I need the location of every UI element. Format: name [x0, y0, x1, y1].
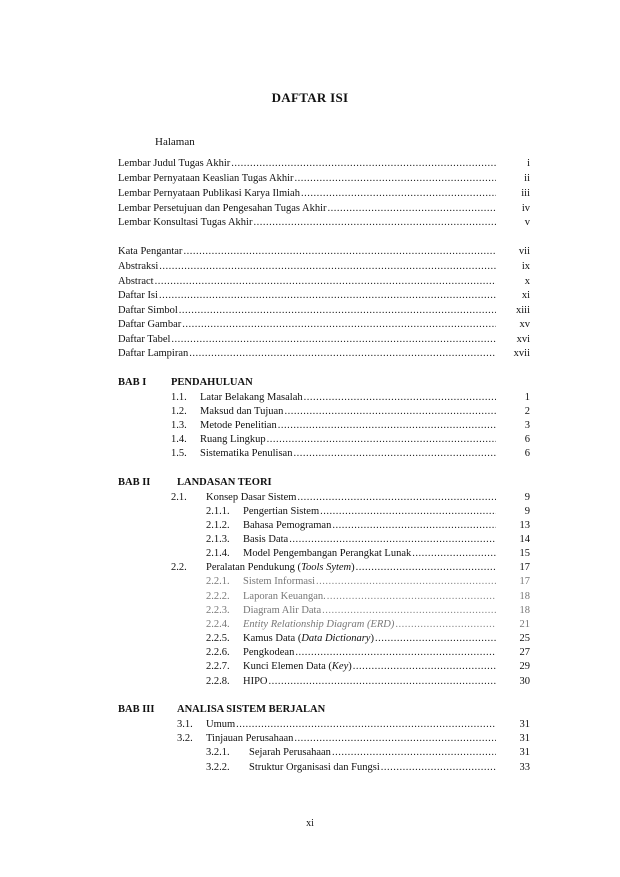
toc-entry[interactable]: Daftar Isi ..... xi: [118, 289, 530, 303]
toc-entry[interactable]: 2.2.5. Kamus Data (Data Dictionary) ..... 25: [206, 632, 530, 646]
toc-entry[interactable]: Lembar Judul Tugas Akhir ..... i: [118, 157, 530, 171]
toc-entry[interactable]: 2.1.1. Pengertian Sistem ..... 9: [206, 505, 530, 519]
toc-entry[interactable]: Lembar Persetujuan dan Pengesahan Tugas Akhir ..... iv: [118, 202, 530, 216]
halaman-label: Halaman: [155, 136, 195, 148]
page-title: DAFTAR ISI: [271, 90, 349, 105]
toc-entry[interactable]: Lembar Konsultasi Tugas Akhir ..... v: [118, 216, 530, 230]
toc-entry[interactable]: 2.1.4. Model Pengembangan Perangkat Lunak ..... 15: [206, 547, 530, 561]
toc-entry[interactable]: 1.5. Sistematika Penulisan ..... 6: [171, 447, 530, 461]
toc-entry[interactable]: 3.2. Tinjauan Perusahaan ..... 31: [177, 732, 530, 746]
toc-entry[interactable]: 2.2. Peralatan Pendukung (Tools Sytem) ..... 17: [171, 561, 530, 575]
chapter-title[interactable]: ANALISA SISTEM BERJALAN: [177, 704, 326, 715]
toc-entry[interactable]: Daftar Simbol ..... xiii: [118, 304, 530, 318]
toc-entry[interactable]: 2.1.2. Bahasa Pemograman ..... 13: [206, 519, 530, 533]
toc-entry[interactable]: 3.2.1. Sejarah Perusahaan ..... 31: [206, 746, 530, 760]
toc-entry[interactable]: Abstract ..... x: [118, 275, 530, 289]
toc-entry[interactable]: 2.1.3. Basis Data ..... 14: [206, 533, 530, 547]
toc-entry[interactable]: 3.2.2. Struktur Organisasi dan Fungsi ..... 33: [206, 761, 530, 775]
toc-entry[interactable]: 2.2.8. HIPO ..... 30: [206, 675, 530, 689]
chapter-title[interactable]: PENDAHULUAN: [171, 377, 253, 388]
toc-entry[interactable]: 1.2. Maksud dan Tujuan ..... 2: [171, 405, 530, 419]
toc-entry[interactable]: 3.1. Umum ..... 31: [177, 718, 530, 732]
toc-entry[interactable]: Kata Pengantar ..... vii: [118, 245, 530, 259]
chapter-code: BAB II: [118, 477, 151, 488]
toc-entry[interactable]: 2.1. Konsep Dasar Sistem ..... 9: [171, 491, 530, 505]
chapter-code: BAB III: [118, 704, 155, 715]
toc-entry[interactable]: 2.2.3. Diagram Alir Data ..... 18: [206, 604, 530, 618]
toc-entry[interactable]: 1.3. Metode Penelitian ..... 3: [171, 419, 530, 433]
toc-entry[interactable]: 2.2.7. Kunci Elemen Data (Key) ..... 29: [206, 660, 530, 674]
toc-entry[interactable]: Daftar Tabel ..... xvi: [118, 333, 530, 347]
toc-entry[interactable]: 1.1. Latar Belakang Masalah ..... 1: [171, 391, 530, 405]
toc-entry[interactable]: 2.2.4. Entity Relationship Diagram (ERD) ..... 21: [206, 618, 530, 632]
toc-entry[interactable]: 1.4. Ruang Lingkup ..... 6: [171, 433, 530, 447]
toc-entry[interactable]: Lembar Pernyataan Keaslian Tugas Akhir ..... ii: [118, 172, 530, 186]
toc-entry[interactable]: Abstraksi ..... ix: [118, 260, 530, 274]
chapter-title[interactable]: LANDASAN TEORI: [177, 477, 272, 488]
page-number: xi: [306, 818, 314, 829]
toc-entry[interactable]: 2.2.2. Laporan Keuangan. ..... 18: [206, 590, 530, 604]
toc-entry[interactable]: Lembar Pernyataan Publikasi Karya Ilmiah ..... iii: [118, 187, 530, 201]
toc-entry[interactable]: 2.2.6. Pengkodean ..... 27: [206, 646, 530, 660]
chapter-code: BAB I: [118, 377, 147, 388]
toc-entry[interactable]: 2.2.1. Sistem Informasi ..... 17: [206, 575, 530, 589]
toc-entry[interactable]: Daftar Lampiran ..... xvii: [118, 347, 530, 361]
toc-entry[interactable]: Daftar Gambar ..... xv: [118, 318, 530, 332]
